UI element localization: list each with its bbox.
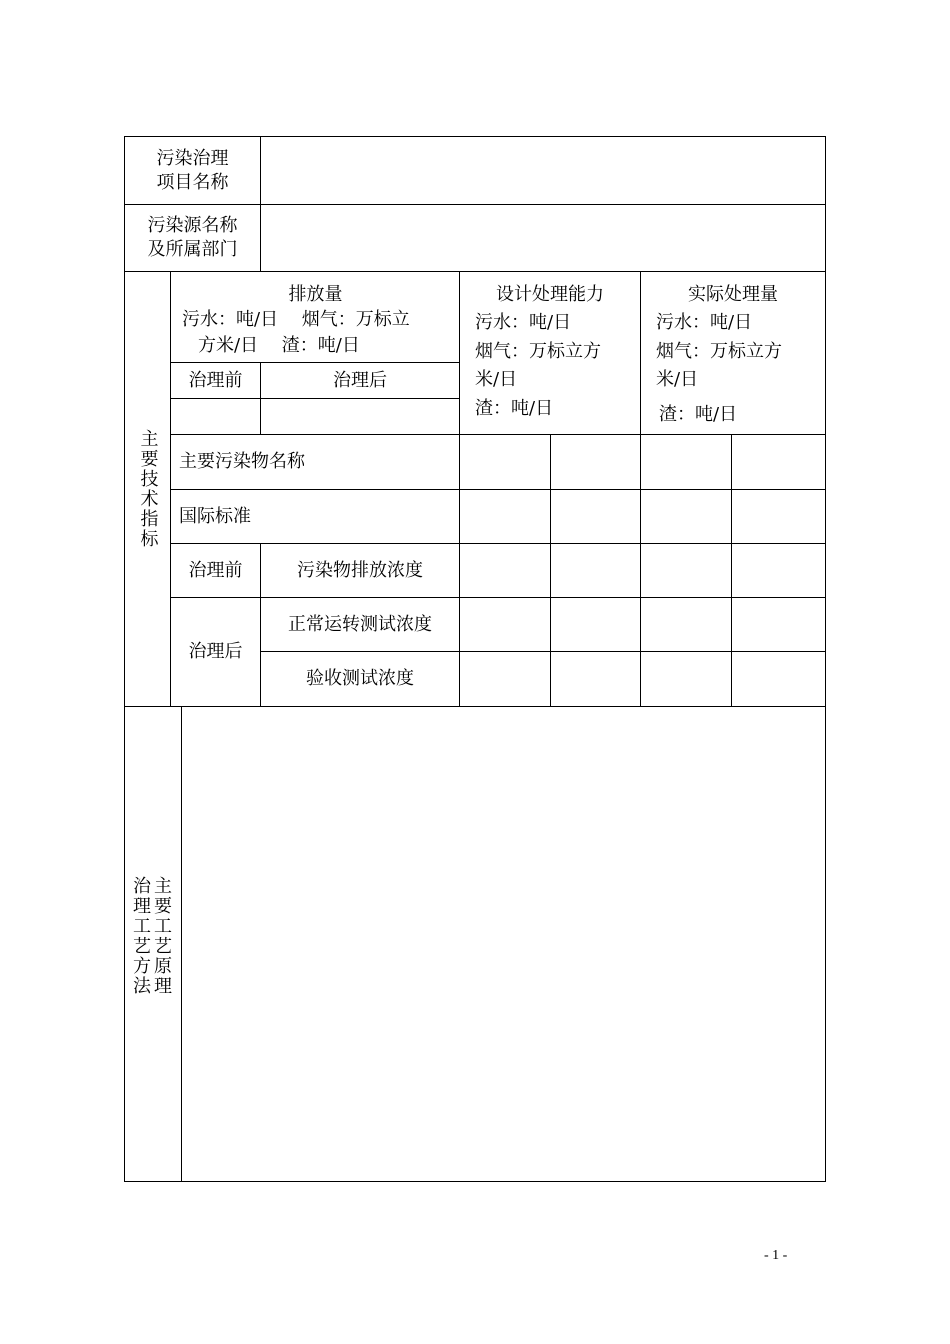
discharge-units-line2: 方米/日 渣：吨/日 [198,335,360,356]
tech-col-a [550,434,551,707]
project-name-label: 污染治理 项目名称 [156,147,229,193]
actual-line1: 污水：吨/日 [656,312,753,333]
discharge-title: 排放量 [288,284,343,305]
discharge-conc-label: 污染物排放浓度 [297,559,423,581]
border-right [825,136,826,1182]
tech-label [125,272,170,706]
acceptance-test-conc-label: 验收测试浓度 [306,668,414,689]
row-line-tech-end [124,706,826,707]
actual-line2: 烟气：万标立方 [656,341,782,362]
discharge-before: 治理前 [188,369,243,391]
process-label [125,876,181,1016]
design-line4: 渣：吨/日 [475,398,554,419]
actual-line3: 米/日 [656,369,699,390]
design-line1: 污水：吨/日 [475,312,572,333]
design-title: 设计处理能力 [496,284,604,305]
process-divider [181,706,182,1182]
tech-col-b [731,434,732,707]
border-bottom [124,1181,826,1182]
actual-line4: 渣：吨/日 [659,404,738,425]
tech-label-text: 主要技术指标 [137,429,159,549]
before-label: 治理前 [188,559,243,581]
discharge-after: 治理后 [333,369,387,391]
source-label: 污染源名称 及所属部门 [147,215,238,260]
process-label-col2: 主要工艺原理 [151,876,172,996]
normal-test-conc-label: 正常运转测试浓度 [288,613,432,635]
label-divider-top [260,136,261,272]
row-line-2 [124,271,826,272]
page-number: - 1 - [764,1248,788,1263]
design-line2: 烟气：万标立方 [475,341,601,362]
discharge-line-2 [170,398,460,399]
intl-standard-label: 国际标准 [179,505,251,527]
design-line3: 米/日 [475,369,518,390]
actual-title: 实际处理量 [688,284,778,305]
discharge-units-line1: 污水：吨/日 烟气：万标立 [182,309,410,330]
pollutant-name-label: 主要污染物名称 [179,451,305,472]
process-label-col1: 治理工艺方法 [130,876,151,996]
after-label: 治理后 [188,641,243,662]
